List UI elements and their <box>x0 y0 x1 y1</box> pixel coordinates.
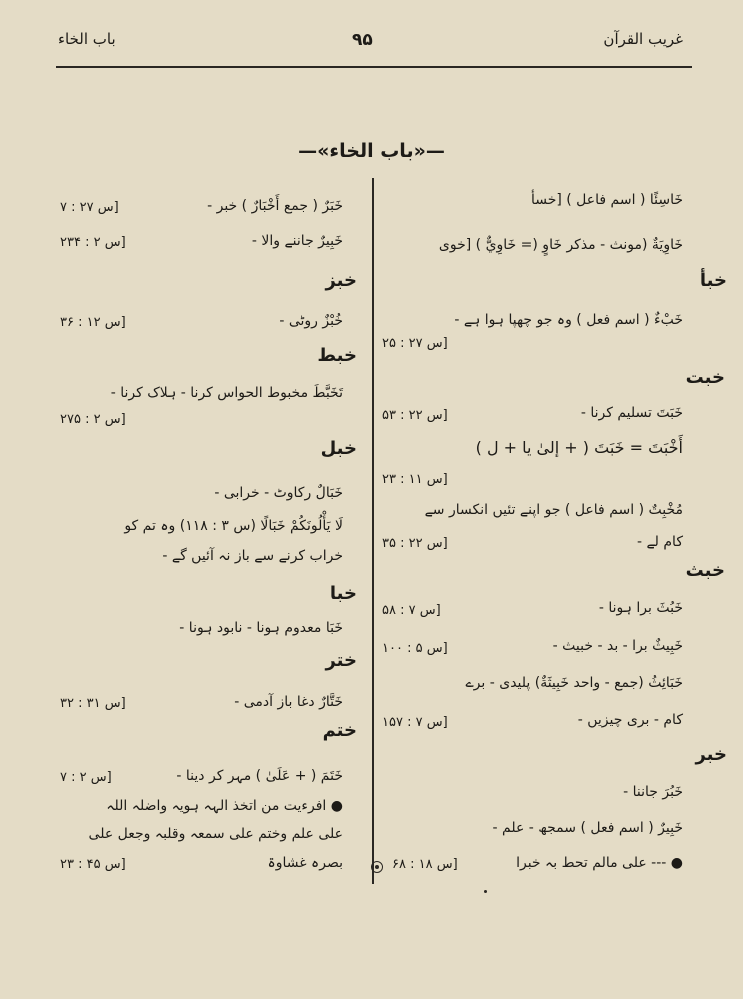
root-heading: خبا <box>329 583 357 604</box>
entry-line: ● --- علی مالم تحط بہ خبرا <box>516 855 683 871</box>
entry-line: بصرہ غشاوۃ <box>267 855 343 871</box>
entry-line: خَبُرَ جاننا - <box>623 784 683 800</box>
verse-ref: [س ۳۱ : ۳۲ <box>60 696 126 711</box>
verse-ref: [س ۴۵ : ۲۳ <box>60 857 126 872</box>
verse-ref: [س ۲ : ۲۳۴ <box>60 235 126 250</box>
root-heading: خبت <box>685 367 725 388</box>
entry-line: خَبْءٌ ( اسم فعل ) وہ جو چھپا ہوا ہے - <box>454 312 683 328</box>
verse-ref: [س ۲۲ : ۵۳ <box>382 408 448 423</box>
verse-ref: [س ۲۲ : ۳۵ <box>382 536 448 551</box>
root-heading: خبل <box>320 438 357 459</box>
entry-line: خَاوِيَةٌ (مونث - مذکر خَاوٍ (= خَاوِيٌّ ) [خوی <box>438 237 683 253</box>
verse-ref: [س ۷ : ۱۵۷ <box>382 715 448 730</box>
entry-line: خَبَتَ تسلیم کرنا - <box>580 405 683 421</box>
verse-ref: [س ۲ : ۷ <box>60 770 112 785</box>
root-heading: ختم <box>322 720 357 741</box>
verse-end-ornament <box>371 861 383 873</box>
verse-ref: [س ۱۱ : ۲۳ <box>382 472 448 487</box>
column-divider <box>372 178 374 884</box>
entry-line: لَا يَأْلُونَكُمْ خَبَالًا (س ۳ : ۱۱۸) وہ تم کو <box>124 518 343 534</box>
header-rule <box>56 66 692 68</box>
entry-line: تَخَبَّطَ مخبوط الحواس کرنا - ہلاک کرنا - <box>110 385 343 401</box>
chapter-heading: —«باب الخاء»— <box>298 140 445 162</box>
entry-line: ● افرءیت من اتخذ الہہ ہویہ واضلہ اللہ <box>106 798 343 814</box>
verse-ref: [س ۵ : ۱۰۰ <box>382 641 448 656</box>
entry-line: کام لے - <box>636 534 683 550</box>
entry-line: خَتَّارٌ دغا باز آدمی - <box>234 694 343 710</box>
entry-line: خَبِيثٌ برا - بد - خبیث - <box>552 638 683 654</box>
entry-line: خَبُثَ برا ہونا - <box>598 600 683 616</box>
entry-line: خراب کرنے سے باز نہ آئیں گے - <box>162 548 343 564</box>
entry-line: أَخْبَتَ = خَبَتَ ( + إلیٰ یا + ل ) <box>475 438 683 457</box>
entry-line: خَاسِئًا ( اسم فاعل ) [خسأ <box>530 192 683 208</box>
verse-ref: [س ۲۷ : ۲۵ <box>382 336 448 351</box>
footer-dot <box>484 890 487 893</box>
verse-ref: [س ۱۸ : ۶۸ <box>392 857 458 872</box>
entry-line: خَبِيرٌ ( اسم فعل ) سمجھ - علم - <box>492 820 683 836</box>
entry-line: خَتَمَ ( + عَلَیٰ ) مہر کر دینا - <box>176 768 343 784</box>
header-book-title: غریب القرآن <box>603 30 683 48</box>
root-heading: خبر <box>695 744 727 765</box>
entry-line: کام - بری چیزیں - <box>577 712 683 728</box>
verse-ref: [س ۲۷ : ۷ <box>60 200 119 215</box>
verse-ref: [س ۱۲ : ۳۶ <box>60 315 126 330</box>
entry-line: علی علم وختم علی سمعہ وقلبہ وجعل علی <box>88 826 343 842</box>
root-heading: خبأ <box>699 270 727 291</box>
entry-line: خَبَالٌ رکاوٹ - خرابی - <box>214 485 343 501</box>
header-chapter-name: باب الخاء <box>58 30 116 48</box>
entry-line: خَبَا معدوم ہونا - نابود ہونا - <box>179 620 343 636</box>
root-heading: خبث <box>685 560 725 581</box>
entry-line: خُبْزٌ روٹی - <box>279 313 343 329</box>
verse-ref: [س ۲ : ۲۷۵ <box>60 412 126 427</box>
entry-line: خَبَرٌ ( جمع أَخْبَارٌ ) خبر - <box>207 198 343 214</box>
root-heading: خبز <box>325 270 357 291</box>
verse-ref: [س ۷ : ۵۸ <box>382 603 441 618</box>
root-heading: ختر <box>325 650 357 671</box>
entry-line: خَبَائِثُ (جمع - واحد خَبِيثَةٌ) پلیدی - برے <box>465 675 683 691</box>
entry-line: مُخْبِتٌ ( اسم فاعل ) جو اپنے تئیں انکسار سے <box>424 502 683 518</box>
root-heading: خبط <box>317 345 357 366</box>
header-page-number: ۹۵ <box>352 30 373 50</box>
entry-line: خَبِيرٌ جاننے والا - <box>251 233 343 249</box>
